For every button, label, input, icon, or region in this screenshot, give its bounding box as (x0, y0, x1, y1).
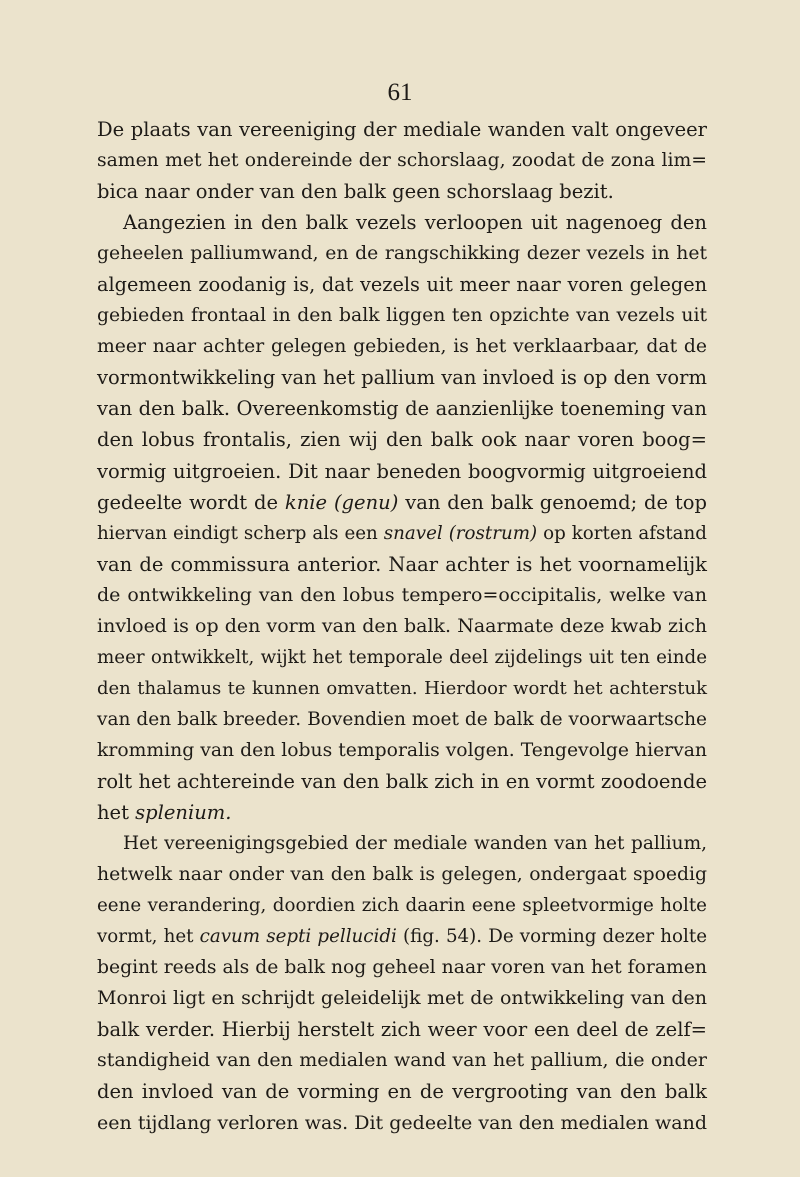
text-line (97, 114, 707, 145)
text-segment: het (97, 801, 136, 825)
text-segment: Het vereenigingsgebied der mediale wanden van het pallium, (123, 833, 707, 855)
text-line (97, 735, 707, 766)
text-line (97, 859, 707, 890)
text-segment: hiervan eindigt scherp als een (97, 522, 384, 544)
text-segment: meer naar achter gelegen gebieden, is het verklaarbaar, dat de (97, 336, 707, 358)
text-segment: van den balk breeder. Bovendien moet de balk de voorwaartsche (97, 708, 707, 730)
text-line (97, 207, 707, 238)
text-line (97, 890, 707, 921)
text-line (97, 952, 707, 983)
text-line (97, 424, 707, 455)
text-segment: vormt, het (97, 926, 200, 948)
text-segment: invloed is op den vorm van den balk. Naarmate deze kwab zich (97, 614, 707, 637)
text-line (97, 176, 707, 207)
text-segment: van de commissura anterior. Naar achter is het voornamelijk (97, 552, 707, 576)
italic-term: knie (genu) (284, 490, 399, 514)
text-segment: gedeelte wordt de (97, 490, 285, 514)
text-line (97, 300, 707, 331)
text-line (97, 1045, 707, 1076)
text-line (97, 766, 707, 797)
text-segment: vormig uitgroeien. Dit naar beneden boogvormig uitgroeiend (97, 459, 707, 483)
text-line (97, 362, 707, 393)
text-line (97, 642, 707, 673)
text-line (97, 673, 707, 704)
italic-term: cavum septi pellucidi (199, 926, 397, 948)
text-segment: rolt het achtereinde van den balk zich in en vormt zoodoende (97, 769, 707, 793)
text-line (97, 983, 707, 1014)
text-segment: De plaats van vereeniging der mediale wanden valt ongeveer (97, 118, 707, 141)
text-segment: balk verder. Hierbij herstelt zich weer voor een deel de zelf= (97, 1018, 707, 1042)
text-segment: een tijdlang verloren was. Dit gedeelte van den medialen wand (97, 1111, 707, 1134)
text-line (97, 456, 707, 487)
text-segment: den thalamus te kunnen omvatten. Hierdoor wordt het achterstuk (97, 677, 707, 699)
text-segment: de ontwikkeling van den lobus tempero=occipitalis, welke van (97, 583, 707, 606)
text-segment: op korten afstand (537, 522, 707, 544)
text-segment: meer ontwikkelt, wijkt het temporale deel zijdelings uit ten einde (97, 646, 707, 668)
text-segment: bica naar onder van den balk geen schorslaag bezit. (97, 180, 614, 204)
text-segment: begint reeds als de balk nog geheel naar voren van het foramen (97, 957, 707, 979)
text-line (97, 487, 707, 518)
italic-term: snavel (rostrum) (383, 522, 538, 544)
text-segment: gebieden frontaal in den balk liggen ten opzichte van vezels uit (97, 305, 707, 327)
text-line (97, 704, 707, 735)
page-number: 61 (387, 79, 413, 106)
text-segment: den invloed van de vorming en de vergrooting van den balk (97, 1080, 707, 1104)
text-line (97, 797, 707, 828)
text-line (97, 518, 707, 549)
text-segment: samen met het ondereinde der schorslaag, zoodat de zona lim= (97, 150, 707, 172)
text-line (97, 331, 707, 362)
text-segment: van den balk genoemd; de top (398, 490, 707, 514)
text-line (97, 1108, 707, 1139)
text-line (97, 611, 707, 642)
text-line (97, 1014, 707, 1045)
text-line (97, 145, 707, 176)
text-line (97, 1076, 707, 1107)
text-line (97, 580, 707, 611)
text-segment: vormontwikkeling van het pallium van invloed is op den vorm (97, 366, 707, 390)
text-segment: geheelen palliumwand, en de rangschikking dezer vezels in het (97, 243, 707, 265)
text-segment: Aangezien in den balk vezels verloopen uit nagenoeg den (123, 211, 707, 235)
text-line (97, 393, 707, 424)
text-segment: kromming van den lobus temporalis volgen. Tengevolge hiervan (97, 739, 707, 761)
text-segment: standigheid van den medialen wand van het pallium, die onder (97, 1049, 707, 1072)
text-line (97, 238, 707, 269)
text-segment: Monroi ligt en schrijdt geleidelijk met de ontwikkeling van den (97, 987, 707, 1010)
text-line (97, 269, 707, 300)
text-segment: den lobus frontalis, zien wij den balk ook naar voren boog= (97, 428, 707, 452)
text-line (97, 828, 707, 859)
text-segment: van den balk. Overeenkomstig de aanzienlijke toeneming van (97, 397, 707, 421)
text-segment: eene verandering, doordien zich daarin eene spleetvormige holte (97, 895, 707, 917)
text-segment: hetwelk naar onder van den balk is gelegen, ondergaat spoedig (97, 864, 707, 886)
body-text (97, 114, 707, 1139)
italic-term: splenium. (135, 801, 232, 825)
text-segment: algemeen zoodanig is, dat vezels uit meer naar voren gelegen (97, 273, 707, 297)
text-line (97, 549, 707, 580)
text-line (97, 921, 707, 952)
text-segment: (fig. 54). De vorming dezer holte (396, 926, 707, 948)
